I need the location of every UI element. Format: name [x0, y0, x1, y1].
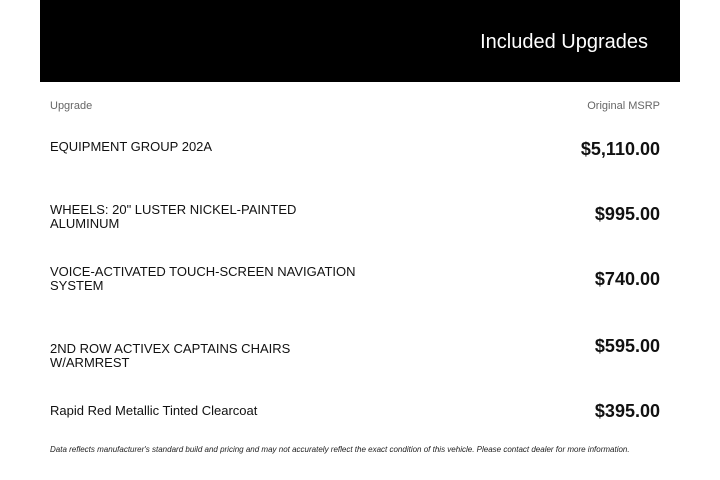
panel-header [40, 0, 680, 82]
upgrade-price: $995.00 [594, 204, 660, 224]
upgrade-price: $5,110.00 [580, 139, 660, 159]
panel-title: Included Upgrades [480, 31, 648, 53]
upgrade-name: WHEELS: 20" LUSTER NICKEL-PAINTED ALUMINUM [50, 202, 297, 231]
msrp-column-header: Original MSRP [587, 100, 660, 112]
included-upgrades-panel [40, 0, 680, 480]
upgrade-name: Rapid Red Metallic Tinted Clearcoat [50, 403, 258, 418]
upgrade-column-header: Upgrade [50, 100, 93, 112]
upgrade-price: $740.00 [594, 269, 660, 289]
disclaimer-text: Data reflects manufacturer's standard build and pricing and may not accurately reflect the exact condition of this vehicle. Please contact dealer for more information. [50, 445, 630, 454]
upgrade-price: $595.00 [594, 336, 660, 356]
upgrade-price: $395.00 [594, 401, 660, 421]
upgrade-name: VOICE-ACTIVATED TOUCH-SCREEN NAVIGATION SYSTEM [50, 264, 356, 293]
upgrade-name: EQUIPMENT GROUP 202A [50, 139, 213, 154]
upgrade-name: 2ND ROW ACTIVEX CAPTAINS CHAIRS W/ARMREST [50, 341, 291, 370]
